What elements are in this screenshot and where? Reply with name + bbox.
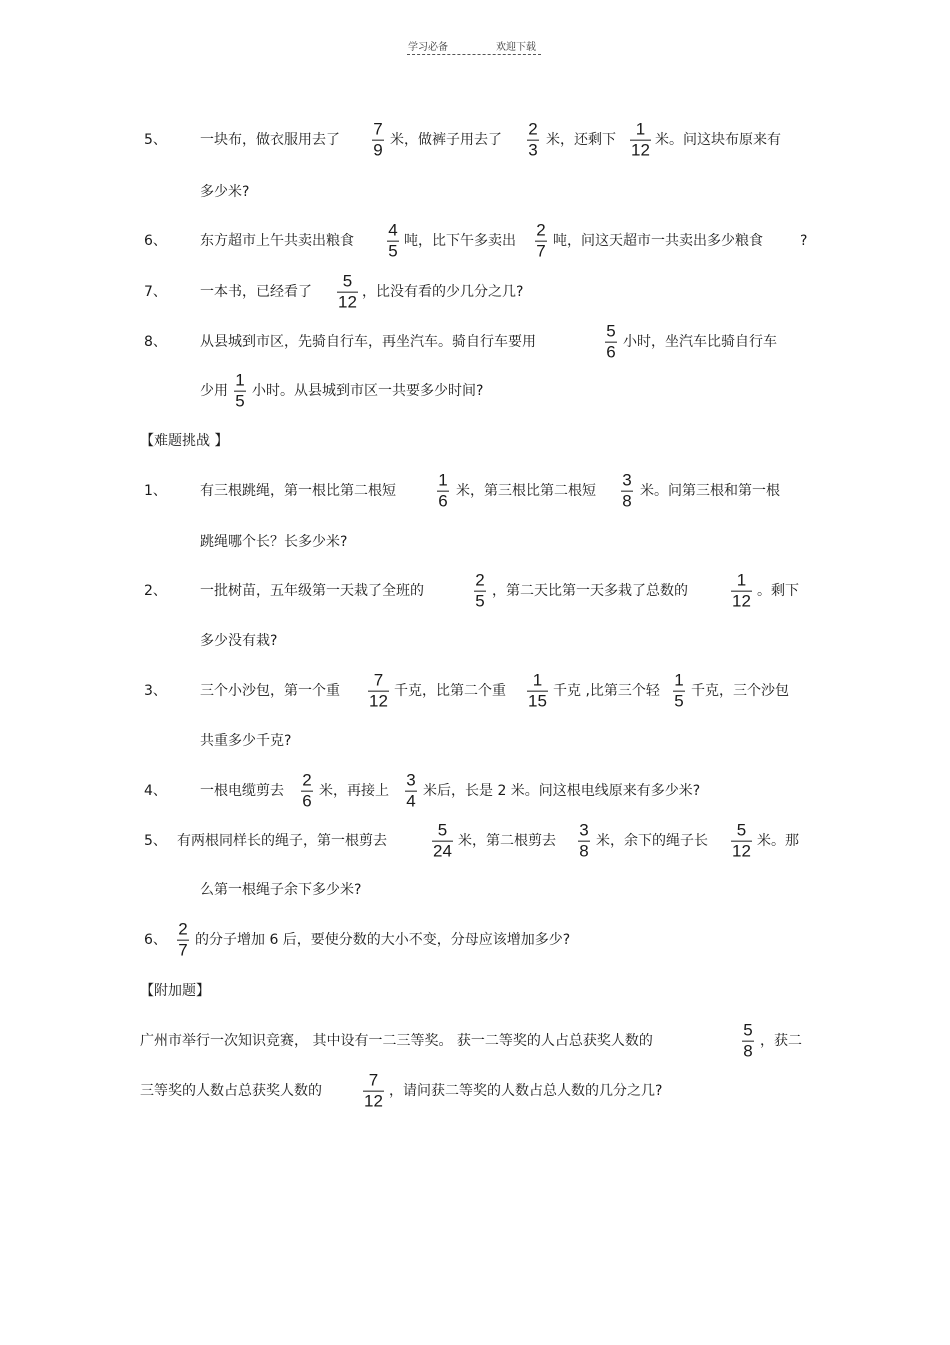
line-text: 有三根跳绳，第一根比第二根短 [200, 483, 396, 499]
line-text: 6、 [144, 932, 167, 948]
fraction-denominator: 12 [338, 292, 357, 312]
fraction [527, 672, 548, 711]
line-text: 共重多少千克? [200, 733, 292, 749]
fraction-numerator: 3 [622, 470, 632, 490]
fraction-numerator: 3 [406, 770, 416, 790]
fraction [673, 672, 685, 711]
line-text: 有两根同样长的绳子，第一根剪去 [177, 833, 387, 849]
fraction [527, 121, 539, 160]
line-text: ，第二天比第一天多栽了总数的 [492, 583, 688, 599]
fraction-numerator: 7 [373, 670, 384, 690]
text-line [0, 272, 950, 312]
line-text: 一批树苗，五年级第一天栽了全班的 [200, 583, 424, 599]
fraction [437, 472, 449, 511]
fraction [387, 222, 399, 261]
text-line [0, 1021, 950, 1061]
fraction-denominator: 5 [388, 241, 398, 261]
line-text: 三等奖的人数占总获奖人数的 [140, 1083, 322, 1099]
text-line [0, 172, 950, 212]
fraction [474, 572, 486, 611]
fraction [742, 1022, 754, 1061]
line-text: 三个小沙包，第一个重 [200, 683, 340, 699]
fraction [621, 472, 633, 511]
line-text: 吨，比下午多卖出 [404, 233, 516, 249]
fraction [234, 372, 246, 411]
fraction [337, 273, 358, 312]
line-text: 跳绳哪个长？长多少米? [200, 534, 348, 550]
fraction [372, 121, 384, 160]
line-text: 5、 [144, 132, 167, 148]
text-line [0, 971, 950, 1011]
text-line [0, 771, 950, 811]
text-line [0, 371, 950, 411]
line-text: 5、 [144, 833, 167, 849]
text-line [0, 870, 950, 910]
fraction-denominator: 5 [475, 591, 485, 611]
fraction-denominator: 8 [579, 841, 589, 861]
fraction-numerator: 5 [342, 271, 353, 291]
line-text: 的分子增加 6 后，要使分数的大小不变，分母应该增加多少? [195, 932, 571, 948]
fraction-denominator: 6 [606, 342, 616, 362]
text-line [0, 471, 950, 511]
line-text: 米。那 [757, 833, 799, 849]
fraction-numerator: 5 [743, 1020, 753, 1040]
line-text: 吨，问这天超市一共卖出多少粮食 [553, 233, 763, 249]
line-text: 米。问这块布原来有 [655, 132, 781, 148]
fraction-numerator: 5 [606, 321, 616, 341]
line-text: 小时。从县城到市区一共要多少时间? [252, 383, 484, 399]
text-line [0, 221, 950, 261]
text-line [0, 721, 950, 761]
fraction-denominator: 9 [373, 140, 383, 160]
fraction [301, 772, 313, 811]
line-text: 4、 [144, 783, 167, 799]
header-left-text: 学习必备 [408, 42, 448, 53]
fraction-numerator: 7 [368, 1070, 379, 1090]
fraction-denominator: 3 [528, 140, 538, 160]
fraction-denominator: 5 [235, 391, 245, 411]
line-text: 一根电缆剪去 [200, 783, 284, 799]
fraction-numerator: 2 [475, 570, 485, 590]
fraction-numerator: 5 [736, 820, 747, 840]
fraction-denominator: 6 [302, 791, 312, 811]
text-line [0, 421, 950, 461]
fraction [630, 121, 651, 160]
line-text: 8、 [144, 334, 167, 350]
text-line [0, 1071, 950, 1111]
header-dashed-rule [407, 54, 541, 55]
fraction [731, 822, 752, 861]
fraction [368, 672, 389, 711]
fraction-denominator: 12 [732, 841, 751, 861]
fraction-denominator: 7 [536, 241, 546, 261]
line-text: 米，再接上 [319, 783, 389, 799]
line-text: 米，第三根比第二根短 [456, 483, 596, 499]
fraction-denominator: 4 [406, 791, 416, 811]
header-right-text: 欢迎下载 [496, 42, 536, 53]
line-text: 【难题挑战 】 [140, 433, 229, 449]
fraction [578, 822, 590, 861]
line-text: 1、 [144, 483, 167, 499]
line-text: 米。问第三根和第一根 [640, 483, 780, 499]
fraction [405, 772, 417, 811]
fraction-denominator: 8 [622, 491, 632, 511]
line-text: 【附加题】 [140, 983, 210, 999]
line-text: 米，余下的绳子长 [596, 833, 708, 849]
line-text: 一本书，已经看了 [200, 284, 312, 300]
fraction [731, 572, 752, 611]
line-text: 米，还剩下 [546, 132, 616, 148]
text-line [0, 571, 950, 611]
fraction-numerator: 1 [635, 119, 646, 139]
fraction-denominator: 8 [743, 1041, 753, 1061]
line-text: 多少没有栽? [200, 633, 278, 649]
line-text: 一块布，做衣服用去了 [200, 132, 340, 148]
line-text: 东方超市上午共卖出粮食 [200, 233, 354, 249]
line-text: 千克 ,比第三个轻 [553, 683, 660, 699]
line-text: 3、 [144, 683, 167, 699]
fraction-numerator: 2 [536, 220, 546, 240]
fraction-denominator: 6 [438, 491, 448, 511]
fraction [177, 921, 189, 960]
fraction-numerator: 1 [235, 370, 245, 390]
fraction-numerator: 2 [528, 119, 538, 139]
fraction-numerator: 1 [532, 670, 543, 690]
line-text: 么第一根绳子余下多少米? [200, 882, 362, 898]
fraction-numerator: 1 [438, 470, 448, 490]
fraction-numerator: 2 [178, 919, 188, 939]
line-text: 米，做裤子用去了 [390, 132, 502, 148]
line-text: ? [800, 233, 808, 249]
line-text: 千克，三个沙包 [691, 683, 789, 699]
text-line [0, 322, 950, 362]
line-text: 千克，比第二个重 [394, 683, 506, 699]
fraction-denominator: 12 [631, 140, 650, 160]
fraction-denominator: 15 [528, 691, 547, 711]
text-line [0, 120, 950, 160]
fraction-numerator: 3 [579, 820, 589, 840]
fraction-denominator: 5 [674, 691, 684, 711]
line-text: ，获二 [760, 1033, 802, 1049]
line-text: 从县城到市区，先骑自行车，再坐汽车。骑自行车要用 [200, 334, 536, 350]
text-line [0, 920, 950, 960]
fraction [363, 1072, 384, 1111]
fraction-numerator: 7 [373, 119, 383, 139]
line-text: 广州市举行一次知识竞赛， 其中设有一二三等奖。 获一二等奖的人占总获奖人数的 [140, 1033, 653, 1049]
text-line [0, 621, 950, 661]
fraction-denominator: 12 [364, 1091, 383, 1111]
text-line [0, 671, 950, 711]
text-line [0, 522, 950, 562]
fraction-denominator: 12 [732, 591, 751, 611]
fraction-denominator: 7 [178, 940, 188, 960]
line-text: 2、 [144, 583, 167, 599]
text-line [0, 821, 950, 861]
fraction-numerator: 5 [437, 820, 448, 840]
line-text: 少用 [200, 383, 228, 399]
fraction-denominator: 24 [433, 841, 452, 861]
fraction-numerator: 2 [302, 770, 312, 790]
line-text: 米，第二根剪去 [458, 833, 556, 849]
fraction [535, 222, 547, 261]
fraction-numerator: 1 [674, 670, 684, 690]
line-text: 多少米? [200, 184, 250, 200]
fraction-numerator: 1 [736, 570, 747, 590]
line-text: 6、 [144, 233, 167, 249]
fraction [605, 323, 617, 362]
fraction-denominator: 12 [369, 691, 388, 711]
line-text: 。剩下 [757, 583, 799, 599]
line-text: 小时，坐汽车比骑自行车 [623, 334, 777, 350]
line-text: 米后，长是 2 米。问这根电线原来有多少米? [423, 783, 701, 799]
fraction-numerator: 4 [388, 220, 398, 240]
line-text: ，请问获二等奖的人数占总人数的几分之几? [389, 1083, 663, 1099]
line-text: 7、 [144, 284, 167, 300]
fraction [432, 822, 453, 861]
line-text: ，比没有看的少几分之几? [362, 284, 524, 300]
